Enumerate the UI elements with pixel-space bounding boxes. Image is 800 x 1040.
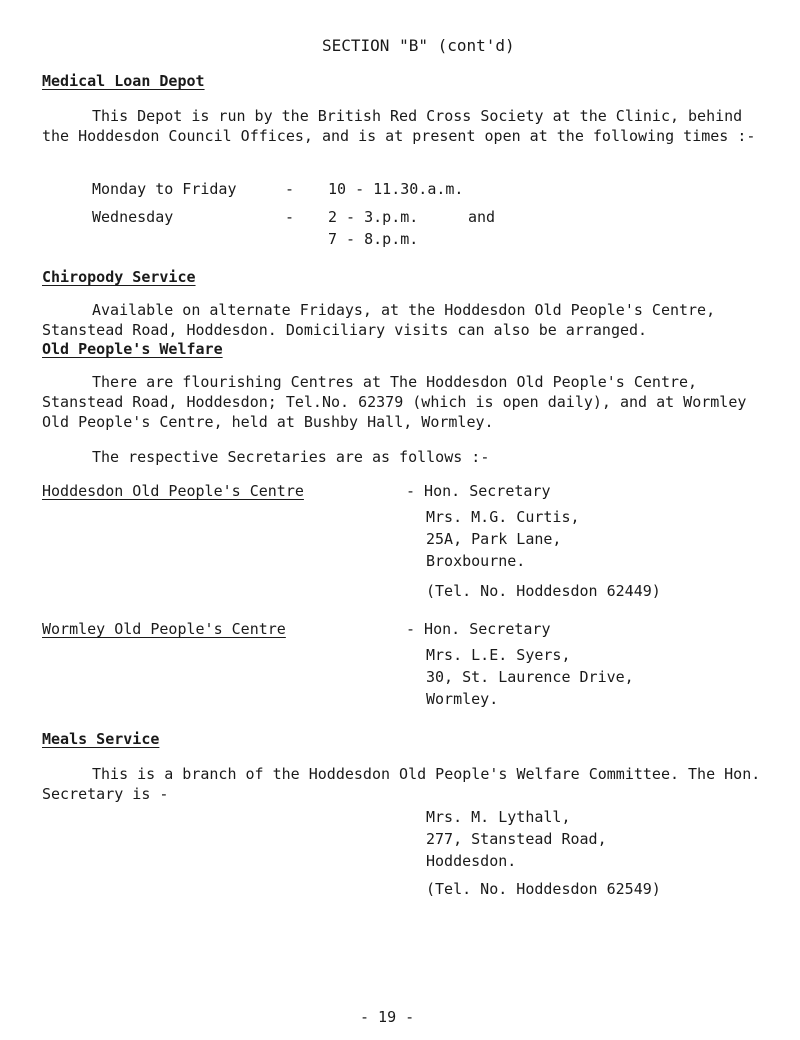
- meals-address-line: 277, Stanstead Road,: [426, 830, 607, 848]
- centre-name: Wormley Old People's Centre: [42, 620, 286, 638]
- schedule-time: 7 - 8.p.m.: [328, 230, 419, 248]
- centre-address-line: 30, St. Laurence Drive,: [426, 668, 634, 686]
- schedule-day: Monday to Friday: [92, 180, 237, 198]
- schedule-conjunction: and: [468, 208, 496, 226]
- centre-address-line: Broxbourne.: [426, 552, 526, 570]
- schedule-time: 2 - 3.p.m.: [328, 208, 419, 226]
- welfare-paragraph: [42, 372, 772, 432]
- schedule-dash: -: [285, 208, 295, 226]
- meals-address-line: Hoddesdon.: [426, 852, 517, 870]
- schedule-time: 10 - 11.30.a.m.: [328, 180, 464, 198]
- centre-address-line: (Tel. No. Hoddesdon 62449): [426, 582, 661, 600]
- centre-address-line: Wormley.: [426, 690, 499, 708]
- welfare-heading: Old People's Welfare: [42, 340, 223, 358]
- welfare-text: There are flourishing Centres at The Hoddesdon Old People's Centre, Stanstead Road, Hoddesdon; Tel.No. 62379 (which is open daily), and at Wormley Old People's Centre, held at Bushby Hall, Wormley.: [42, 373, 747, 431]
- meals-heading: Meals Service: [42, 730, 160, 748]
- centre-address-line: 25A, Park Lane,: [426, 530, 562, 548]
- centre-address-line: Mrs. M.G. Curtis,: [426, 508, 580, 526]
- medical-loan-paragraph: [42, 106, 772, 146]
- centre-name: Hoddesdon Old People's Centre: [42, 482, 304, 500]
- centre-role: - Hon. Secretary: [406, 482, 551, 500]
- chiropody-paragraph: [42, 300, 772, 340]
- centre-address-line: Mrs. L.E. Syers,: [426, 646, 571, 664]
- medical-loan-heading: Medical Loan Depot: [42, 72, 205, 90]
- chiropody-heading: Chiropody Service: [42, 268, 196, 286]
- secretaries-intro: The respective Secretaries are as follows :-: [92, 448, 490, 466]
- meals-paragraph: [42, 764, 772, 804]
- schedule-dash: -: [285, 180, 295, 198]
- meals-text: This is a branch of the Hoddesdon Old People's Welfare Committee. The Hon. Secretary is -: [42, 765, 761, 803]
- medical-loan-text: This Depot is run by the British Red Cross Society at the Clinic, behind the Hoddesdon Council Offices, and is at present open at the following times :-: [42, 107, 756, 145]
- page-number: - 19 -: [360, 1008, 415, 1026]
- section-title: SECTION "B" (cont'd): [322, 36, 515, 55]
- centre-role: - Hon. Secretary: [406, 620, 551, 638]
- meals-address-line: (Tel. No. Hoddesdon 62549): [426, 880, 661, 898]
- chiropody-text: Available on alternate Fridays, at the Hoddesdon Old People's Centre, Stanstead Road, Hoddesdon. Domiciliary visits can also be arranged.: [42, 301, 716, 339]
- schedule-day: Wednesday: [92, 208, 174, 226]
- meals-address-line: Mrs. M. Lythall,: [426, 808, 571, 826]
